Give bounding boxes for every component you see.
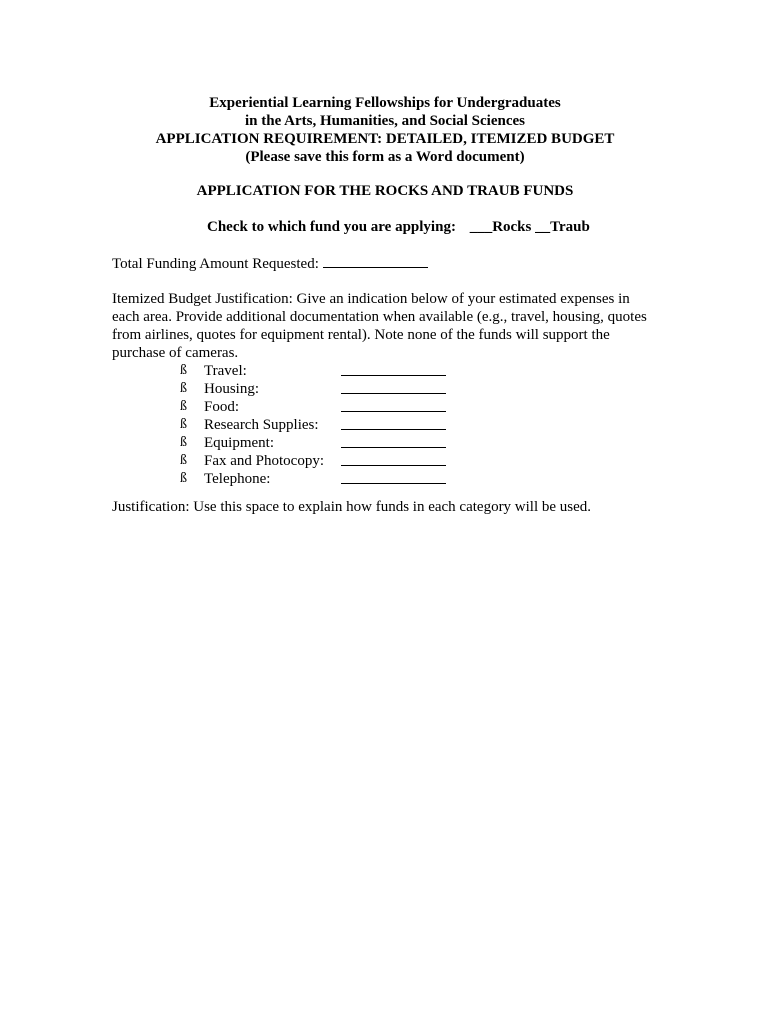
budget-item-field[interactable]	[341, 483, 446, 484]
bullet-icon: ß	[180, 381, 187, 396]
header-subtitle: in the Arts, Humanities, and Social Sciences	[244, 113, 525, 129]
bullet-icon: ß	[180, 399, 187, 414]
budget-item-field[interactable]	[341, 447, 446, 448]
bullet-icon: ß	[180, 363, 187, 378]
header-title: Experiential Learning Fellowships for Undergraduates	[209, 95, 561, 111]
total-funding-line	[112, 255, 428, 273]
justification-text: Justification: Use this space to explain how funds in each category will be used.	[112, 499, 592, 515]
itemized-justification	[112, 290, 672, 362]
total-funding-label: Total Funding Amount Requested:	[112, 256, 319, 272]
budget-item-list	[180, 362, 450, 488]
budget-item-label: Food:	[204, 399, 240, 415]
bullet-icon: ß	[180, 471, 187, 486]
fund-check-line	[207, 218, 590, 236]
header-requirement: APPLICATION REQUIREMENT: DETAILED, ITEMIZED BUDGET	[155, 131, 615, 147]
budget-item-label: Housing:	[204, 381, 260, 397]
budget-item-telephone	[180, 470, 450, 488]
fund-option-traub[interactable]: __Traub	[535, 219, 590, 235]
header-save-note: (Please save this form as a Word document)	[245, 149, 525, 165]
budget-item-research-supplies	[180, 416, 450, 434]
itemized-line: each area. Provide additional documentation when available (e.g., travel, housing, quotes	[112, 309, 647, 325]
budget-item-label: Telephone:	[204, 471, 271, 487]
budget-item-field[interactable]	[341, 393, 446, 394]
budget-item-field[interactable]	[341, 411, 446, 412]
budget-item-equipment	[180, 434, 450, 452]
bullet-icon: ß	[180, 453, 187, 468]
budget-item-field[interactable]	[341, 465, 446, 466]
budget-item-label: Travel:	[204, 363, 247, 379]
budget-item-housing	[180, 380, 450, 398]
bullet-icon: ß	[180, 435, 187, 450]
budget-item-field[interactable]	[341, 429, 446, 430]
itemized-line: purchase of cameras.	[112, 345, 239, 361]
budget-item-fax-photocopy	[180, 452, 450, 470]
form-header	[0, 94, 770, 166]
fund-check-prompt: Check to which fund you are applying:	[207, 219, 456, 235]
itemized-line: from airlines, quotes for equipment rental). Note none of the funds will support the	[112, 327, 610, 343]
total-funding-field[interactable]	[323, 255, 428, 268]
bullet-icon: ß	[180, 417, 187, 432]
budget-item-travel	[180, 362, 450, 380]
budget-item-label: Equipment:	[204, 435, 274, 451]
budget-item-label: Fax and Photocopy:	[204, 453, 324, 469]
itemized-line: Itemized Budget Justification: Give an indication below of your estimated expenses in	[112, 291, 630, 307]
fund-option-rocks[interactable]: ___Rocks	[469, 219, 532, 235]
budget-item-food	[180, 398, 450, 416]
budget-item-field[interactable]	[341, 375, 446, 376]
fund-heading: APPLICATION FOR THE ROCKS AND TRAUB FUNDS	[196, 183, 574, 199]
budget-item-label: Research Supplies:	[204, 417, 319, 433]
